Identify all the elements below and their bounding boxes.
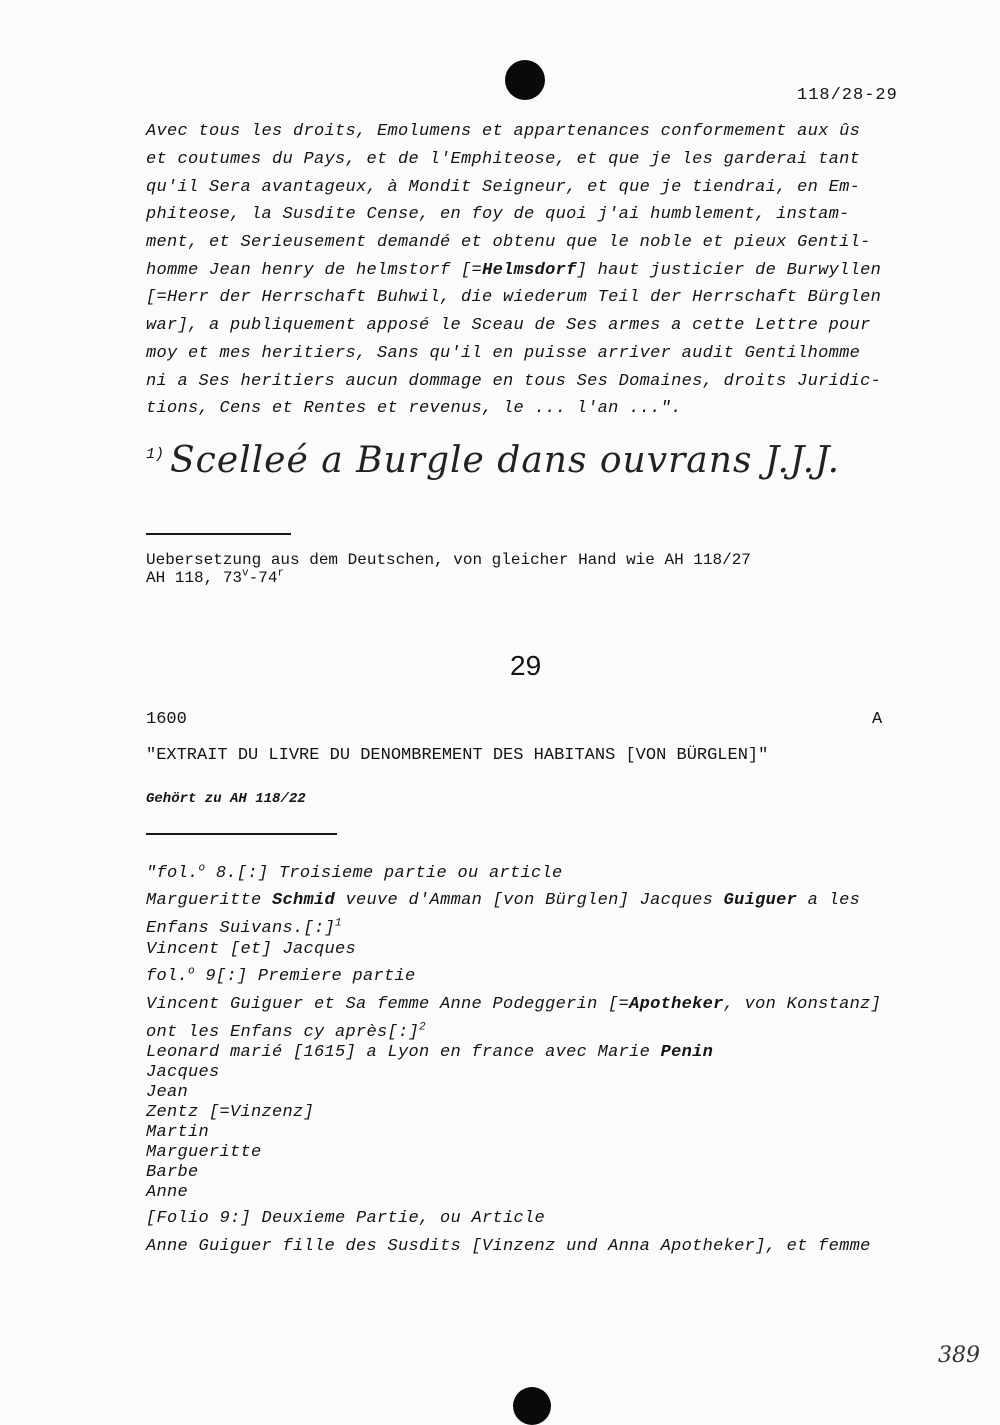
document-number: 29 <box>510 650 542 681</box>
entry-line: Anne Guiguer fille des Susdits [Vinzenz und Anna Apotheker], et femme <box>146 1237 871 1256</box>
document-relation: Gehört zu AH 118/22 <box>146 791 306 807</box>
text-line: [=Herr der Herrschaft Buhwil, die wiederum Teil der Herrschaft Bürglen <box>146 288 882 307</box>
bold-name: Schmid <box>272 891 336 910</box>
text-line: war], a publiquement apposé le Sceau de Ses armes a cette Lettre pour <box>146 316 871 335</box>
child-name: Jean <box>146 1083 189 1102</box>
entry-line: Vincent [et] Jacques <box>146 940 357 959</box>
superscript: r <box>277 567 285 580</box>
entry-line <box>146 864 562 883</box>
document-grade: A <box>872 710 883 729</box>
text-segment: ont les Enfans cy après[:] <box>146 1023 420 1042</box>
document-year: 1600 <box>146 710 187 729</box>
text-segment: Vincent Guiguer et Sa femme Anne Podeggerin [= <box>146 995 630 1014</box>
handwritten-signature: Scelleé a Burgle dans ouvrans J.J.J. <box>170 440 841 481</box>
entry-line <box>146 967 415 986</box>
punch-hole <box>505 60 545 100</box>
text-segment: Leonard marié [1615] a Lyon en france avec Marie <box>146 1043 661 1062</box>
child-name: Anne <box>146 1183 189 1202</box>
text-line <box>146 261 881 280</box>
entry-line: [Folio 9:] Deuxieme Partie, ou Article <box>146 1209 546 1228</box>
text-line: et coutumes du Pays, et de l'Emphiteose, et que je les garderai tant <box>146 150 861 169</box>
child-name: Jacques <box>146 1063 220 1082</box>
child-name: Margueritte <box>146 1143 262 1162</box>
footnote-ref: 1 <box>335 917 342 930</box>
text-line: Avec tous les droits, Emolumens et appartenances conformement aux ûs <box>146 122 861 141</box>
page-reference: 118/28-29 <box>797 86 898 105</box>
text-segment: fol. <box>146 967 189 986</box>
text-line: phiteose, la Susdite Cense, en foy de quoi j'ai humblement, instam- <box>146 205 850 224</box>
child-name: Martin <box>146 1123 210 1142</box>
bold-name: Penin <box>660 1043 714 1062</box>
text-segment: 8.[:] Troisieme partie ou article <box>205 864 563 883</box>
entry-line <box>146 1023 426 1042</box>
text-segment: a les <box>797 891 861 910</box>
child-name: Zentz [=Vinzenz] <box>146 1103 315 1122</box>
section-rule <box>146 833 337 835</box>
text-segment: "fol. <box>146 864 199 883</box>
text-segment: homme Jean henry de helmstorf [= <box>146 261 483 280</box>
child-name: Barbe <box>146 1163 199 1182</box>
entry-line <box>146 1043 713 1062</box>
text-segment: Enfans Suivans.[:] <box>146 919 336 938</box>
footnote-marker: 1) <box>146 446 165 463</box>
text-segment: , von Konstanz] <box>723 995 882 1014</box>
text-line: tions, Cens et Rentes et revenus, le ... l'an ...". <box>146 399 682 418</box>
handwritten-page-number: 389 <box>938 1343 980 1368</box>
entry-line <box>146 995 881 1014</box>
bold-name: Helmsdorf <box>482 261 577 280</box>
text-line: ni a Ses heritiers aucun dommage en tous Ses Domaines, droits Juridic- <box>146 372 882 391</box>
document-title: "EXTRAIT DU LIVRE DU DENOMBREMENT DES HABITANS [VON BÜRGLEN]" <box>146 746 769 765</box>
footnote-rule <box>146 533 291 535</box>
footnote-text: Uebersetzung aus dem Deutschen, von gleicher Hand wie AH 118/27 <box>146 551 751 569</box>
text-line: qu'il Sera avantageux, à Mondit Seigneur, et que je tiendrai, en Em- <box>146 178 861 197</box>
superscript: v <box>242 567 249 580</box>
text-segment: veuve d'Amman [von Bürglen] Jacques <box>335 891 724 910</box>
text-segment: ] haut justicier de Burwyllen <box>576 261 882 280</box>
footnote-source <box>146 569 284 587</box>
footnote-ref: 2 <box>419 1021 426 1034</box>
punch-hole <box>513 1387 551 1425</box>
entry-line <box>146 891 860 910</box>
bold-name: Apotheker <box>629 995 724 1014</box>
text-segment: 9[:] Premiere partie <box>194 967 416 986</box>
superscript: o <box>188 965 195 978</box>
text-line: moy et mes heritiers, Sans qu'il en puisse arriver audit Gentilhomme <box>146 344 861 363</box>
superscript: o <box>198 862 206 875</box>
text-line: ment, et Serieusement demandé et obtenu que le noble et pieux Gentil- <box>146 233 871 252</box>
text-segment: Margueritte <box>146 891 273 910</box>
entry-line <box>146 919 342 938</box>
text-segment: AH 118, 73 <box>146 569 243 587</box>
bold-name: Guiguer <box>723 891 798 910</box>
text-segment: -74 <box>248 569 278 587</box>
